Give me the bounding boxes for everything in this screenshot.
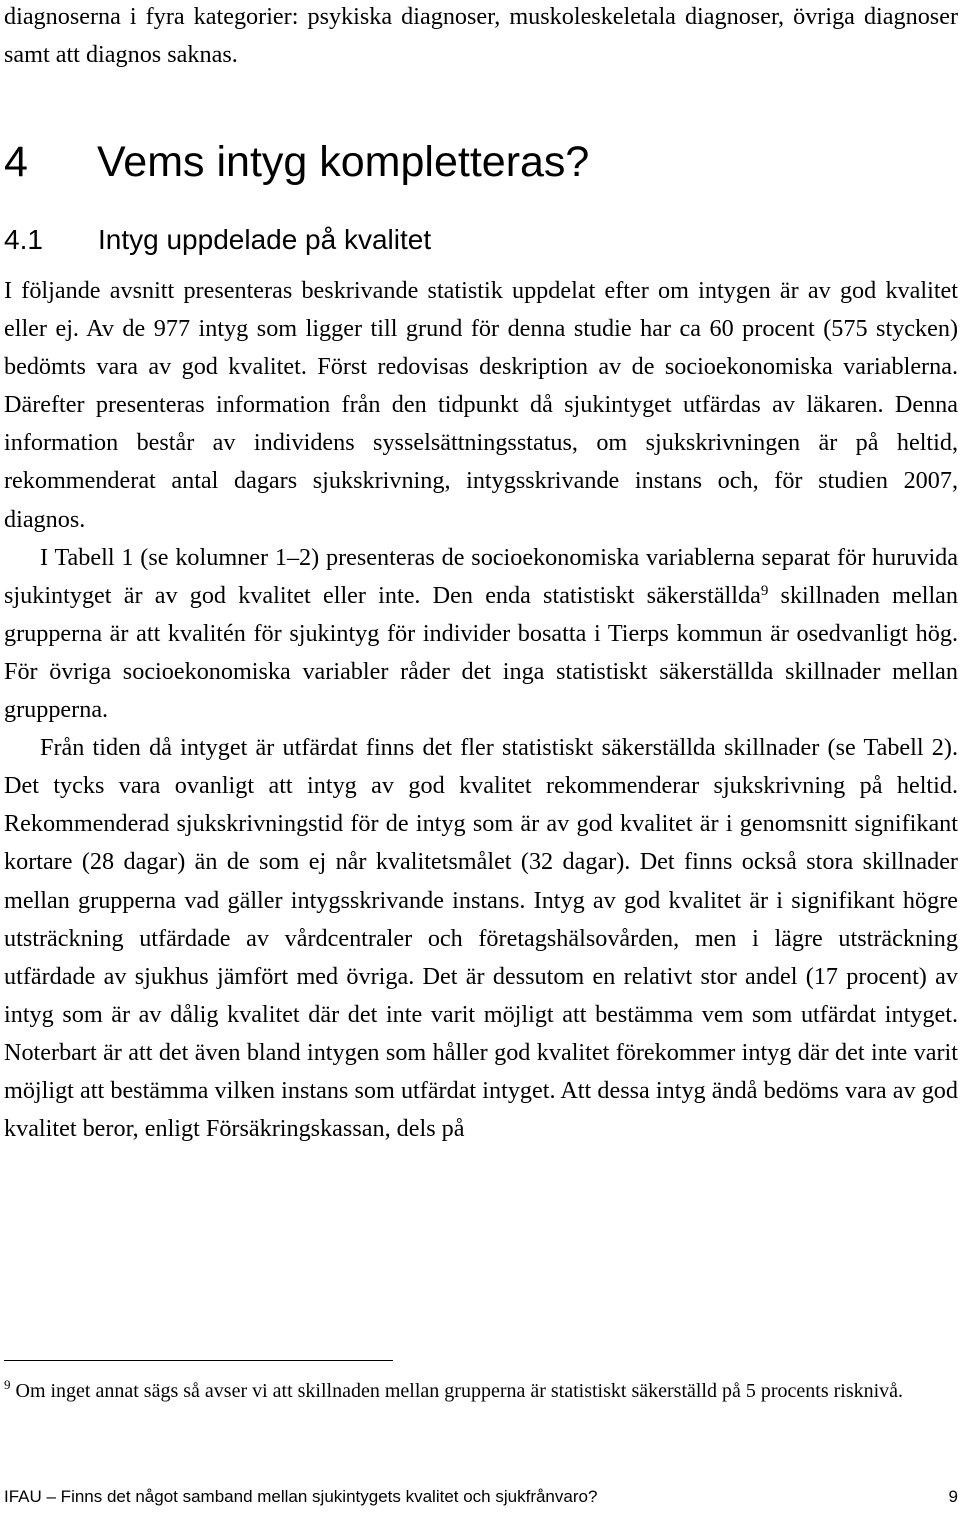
section-number: 4 bbox=[4, 138, 28, 186]
paragraph-1: I följande avsnitt presenteras beskrivande statistik uppdelat efter om intygen är av god kvalitet eller ej. Av de 977 intyg som ligger till grund för denna studie har ca 60 procent (575 stycken) bedömts vara av god kvalitet. Först redovisas deskription av de socioekonomiska variablerna. Därefter presenteras information från den tidpunkt då sjukintyget utfärdas av läkaren. Denna information består av individens sysselsättningsstatus, om sjukskrivningen är på heltid, rekommenderat antal dagars sjukskrivning, intygsskrivande instans och, för studien 2007, diagnos. bbox=[4, 277, 958, 533]
footnote bbox=[4, 1376, 958, 1406]
section-title: Vems intyg kompletteras? bbox=[97, 138, 590, 186]
paragraph-2 bbox=[4, 539, 958, 729]
footnote-number: 9 bbox=[4, 1377, 11, 1393]
subsection-heading bbox=[4, 220, 431, 260]
intro-paragraph: diagnoserna i fyra kategorier: psykiska diagnoser, muskoleskeletala diagnoser, övriga diagnoser samt att diagnos saknas. bbox=[4, 3, 958, 69]
footnote-divider bbox=[4, 1360, 393, 1361]
footnote-text: Om inget annat sägs så avser vi att skillnaden mellan grupperna är statistiskt säkerställd på 5 procents risknivå. bbox=[10, 1380, 904, 1402]
subsection-number: 4.1 bbox=[4, 224, 43, 255]
paragraph-2-text-b: skillnaden mellan grupperna är att kvalitén för sjukintyg för individer bosatta i Tierps kommun är osedvanligt hög. För övriga socioekonomiska variabler råder det inga statistiskt säkerställda skillnader mellan grupperna. bbox=[4, 581, 959, 724]
body-text bbox=[4, 272, 958, 1148]
page-number: 9 bbox=[948, 1487, 958, 1506]
subsection-title: Intyg uppdelade på kvalitet bbox=[98, 224, 432, 255]
section-heading bbox=[4, 134, 589, 190]
footnote-reference[interactable]: 9 bbox=[760, 582, 769, 599]
page-footer bbox=[4, 1486, 958, 1508]
paragraph-2-text-a: I Tabell 1 (se kolumner 1–2) presenteras de socioekonomiska variablerna separat för huruvida sjukintyget är av god kvalitet eller inte. Den enda statistiskt säkerställda bbox=[4, 543, 958, 609]
footer-title: IFAU – Finns det något samband mellan sjukintygets kvalitet och sjukfrånvaro? bbox=[4, 1487, 598, 1506]
paragraph-3: Från tiden då intyget är utfärdat finns det fler statistiskt säkerställda skillnader (se Tabell 2). Det tycks vara ovanligt att intyg av god kvalitet rekommenderar sjukskrivning på heltid. Rekommenderad sjukskrivningstid för de intyg som är av god kvalitet är i genomsnitt signifikant kortare (28 dagar) än de som ej når kvalitetsmålet (32 dagar). Det finns också stora skillnader mellan grupperna vad gäller intygsskrivande instans. Intyg av god kvalitet är i signifikant högre utsträckning utfärdade av vårdcentraler och företagshälsovården, men i lägre utsträckning utfärdade av sjukhus jämfört med övriga. Det är dessutom en relativt stor andel (17 procent) av intyg som är av dålig kvalitet där det inte varit möjligt att bestämma vem som utfärdat intyget. Noterbart är att det även bland intygen som håller god kvalitet förekommer intyg där det inte varit möjligt att bestämma vilken instans som utfärdat intyget. Att dessa intyg ändå bedöms vara av god kvalitet beror, enligt Försäkringskassan, dels på bbox=[4, 734, 958, 1143]
